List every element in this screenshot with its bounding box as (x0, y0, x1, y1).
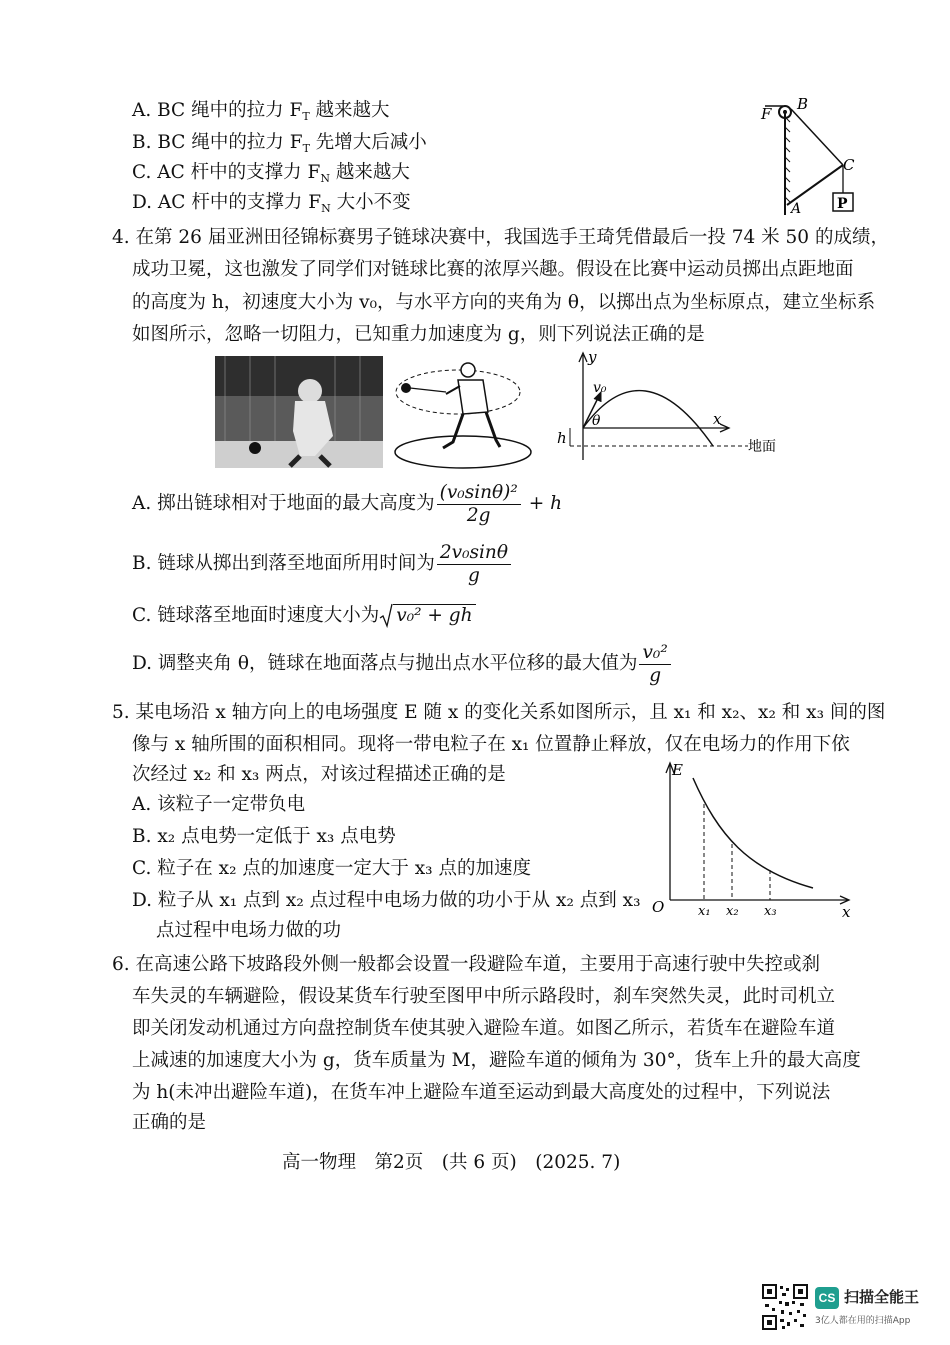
q5-x1-label: x₁ (698, 904, 711, 919)
q3-option-c: C. AC 杆中的支撑力 $F_N$ 越来越大 (132, 162, 410, 185)
q3-label-p: P (837, 196, 848, 212)
q4-option-a-fraction: $\frac{\text{(v₀sinθ)²}}{2g}$ (437, 482, 521, 527)
q3-option-d: D. AC 杆中的支撑力 $F_N$ 大小不变 (132, 192, 411, 215)
qr-code (762, 1284, 808, 1330)
q5-option-a: A. 该粒子一定带负电 (132, 794, 306, 815)
q5-axis-e-label: E (672, 761, 683, 779)
q3-option-a: A. BC 绳中的拉力 $F_T$ 越来越大 (132, 100, 390, 123)
hammer-throw-photo (215, 356, 383, 468)
q5-x3-label: x₃ (764, 904, 777, 919)
scanner-tagline: 3亿人都在用的扫描App (815, 1316, 911, 1326)
q3-label-c: C (843, 156, 855, 174)
q4-axis-x-label: x (713, 410, 722, 428)
q4-h-label: h (557, 429, 567, 447)
q4-stem-line4: 如图所示，忽略一切阻力，已知重力加速度为 g，则下列说法正确的是 (132, 324, 705, 345)
q4-option-b-fraction: $\frac{\text{2v₀sinθ}}{g}$ (437, 542, 511, 587)
scanner-app-name: 扫描全能王 (844, 1288, 920, 1306)
q6-stem-line6: 正确的是 (132, 1112, 207, 1133)
q5-x2-label: x₂ (726, 904, 739, 919)
q3-pulley-figure (755, 95, 875, 220)
q5-axis-x-label: x (842, 903, 851, 921)
q3-label-f: F (761, 105, 772, 123)
q3-label-b: B (797, 95, 809, 113)
q6-stem-line5: 为 h(未冲出避险车道)，在货车冲上避险车道至运动到最大高度处的过程中，下列说法 (132, 1082, 831, 1103)
q4-stem-line1: 4. 在第 26 届亚洲田径锦标赛男子链球决赛中，我国选手王琦凭借最后一投 74 米 50 的成绩， (112, 227, 889, 248)
q4-option-b: B. 链球从掷出到落至地面所用时间为 $\frac{\text{2v₀sinθ}}{g}$ (132, 540, 513, 588)
q5-option-b: B. x₂ 点电势一定低于 x₃ 点电势 (132, 826, 396, 847)
q4-axis-y-label: y (588, 350, 597, 366)
q4-option-c: C. 链球落至地面时速度大小为 v₀² + gh (132, 600, 476, 632)
q3-label-a: A (791, 201, 802, 217)
q5-stem-line2: 像与 x 轴所围的面积相同。现将一带电粒子在 x₁ 位置静止释放，仅在电场力的作用下依 (132, 734, 850, 755)
q5-field-graph (648, 760, 858, 925)
q5-stem-line3: 次经过 x₂ 和 x₃ 两点，对该过程描述正确的是 (132, 764, 506, 785)
q4-v0-label: v₀ (593, 380, 607, 396)
q4-stem-line3: 的高度为 h，初速度大小为 v₀，与水平方向的夹角为 θ，以掷出点为坐标原点，建立坐标系 (132, 292, 876, 313)
q6-stem-line2: 车失灵的车辆避险，假设某货车行驶至图甲中所示路段时，刹车突然失灵，此时司机立 (132, 986, 836, 1007)
q4-trajectory-diagram (548, 350, 798, 465)
q4-stem-line2: 成功卫冕，这也激发了同学们对链球比赛的浓厚兴趣。假设在比赛中运动员掷出点距地面 (132, 259, 854, 280)
q6-stem-line1: 6. 在高速公路下坡路段外侧一般都会设置一段避险车道，主要用于高速行驶中失控或刹 (112, 954, 821, 975)
scanner-logo: CS (815, 1287, 839, 1309)
q4-theta-label: θ (592, 413, 601, 429)
q4-ground-label: 地面 (748, 439, 776, 455)
q6-stem-line4: 上减速的加速度大小为 g，货车质量为 M，避险车道的倾角为 30°，货车上升的最大高度 (132, 1050, 861, 1071)
q6-stem-line3: 即关闭发动机通过方向盘控制货车使其驶入避险车道。如图乙所示，若货车在避险车道 (132, 1018, 836, 1039)
q5-option-c: C. 粒子在 x₂ 点的加速度一定大于 x₃ 点的加速度 (132, 858, 531, 879)
q5-stem-line1: 5. 某电场沿 x 轴方向上的电场强度 E 随 x 的变化关系如图所示，且 x₁ 和 x₂、x₂ 和 x₃ 间的图 (112, 702, 886, 723)
q4-option-a: A. 掷出链球相对于地面的最大高度为 $\frac{\text{(v₀sinθ)²}}{2g}$ + h (132, 481, 562, 526)
hammer-thrower-drawing (388, 352, 538, 470)
q4-option-d-fraction: $\frac{\text{v₀²}}{g}$ (639, 642, 670, 687)
page-footer: 高一物理 第2页 (共 6 页) (2025. 7) (282, 1152, 621, 1173)
q5-origin-label: O (652, 898, 665, 916)
q4-option-c-radical: v₀² + gh (379, 600, 475, 632)
q5-option-d-line2: 点过程中电场力做的功 (156, 920, 342, 941)
q3-option-b: B. BC 绳中的拉力 $F_T$ 先增大后减小 (132, 132, 427, 155)
q5-option-d-line1: D. 粒子从 x₁ 点到 x₂ 点过程中电场力做的功小于从 x₂ 点到 x₃ (132, 890, 641, 911)
q4-option-d: D. 调整夹角 θ，链球在地面落点与抛出点水平位移的最大值为 $\frac{\text{v₀²}}{g}$ (132, 640, 673, 688)
